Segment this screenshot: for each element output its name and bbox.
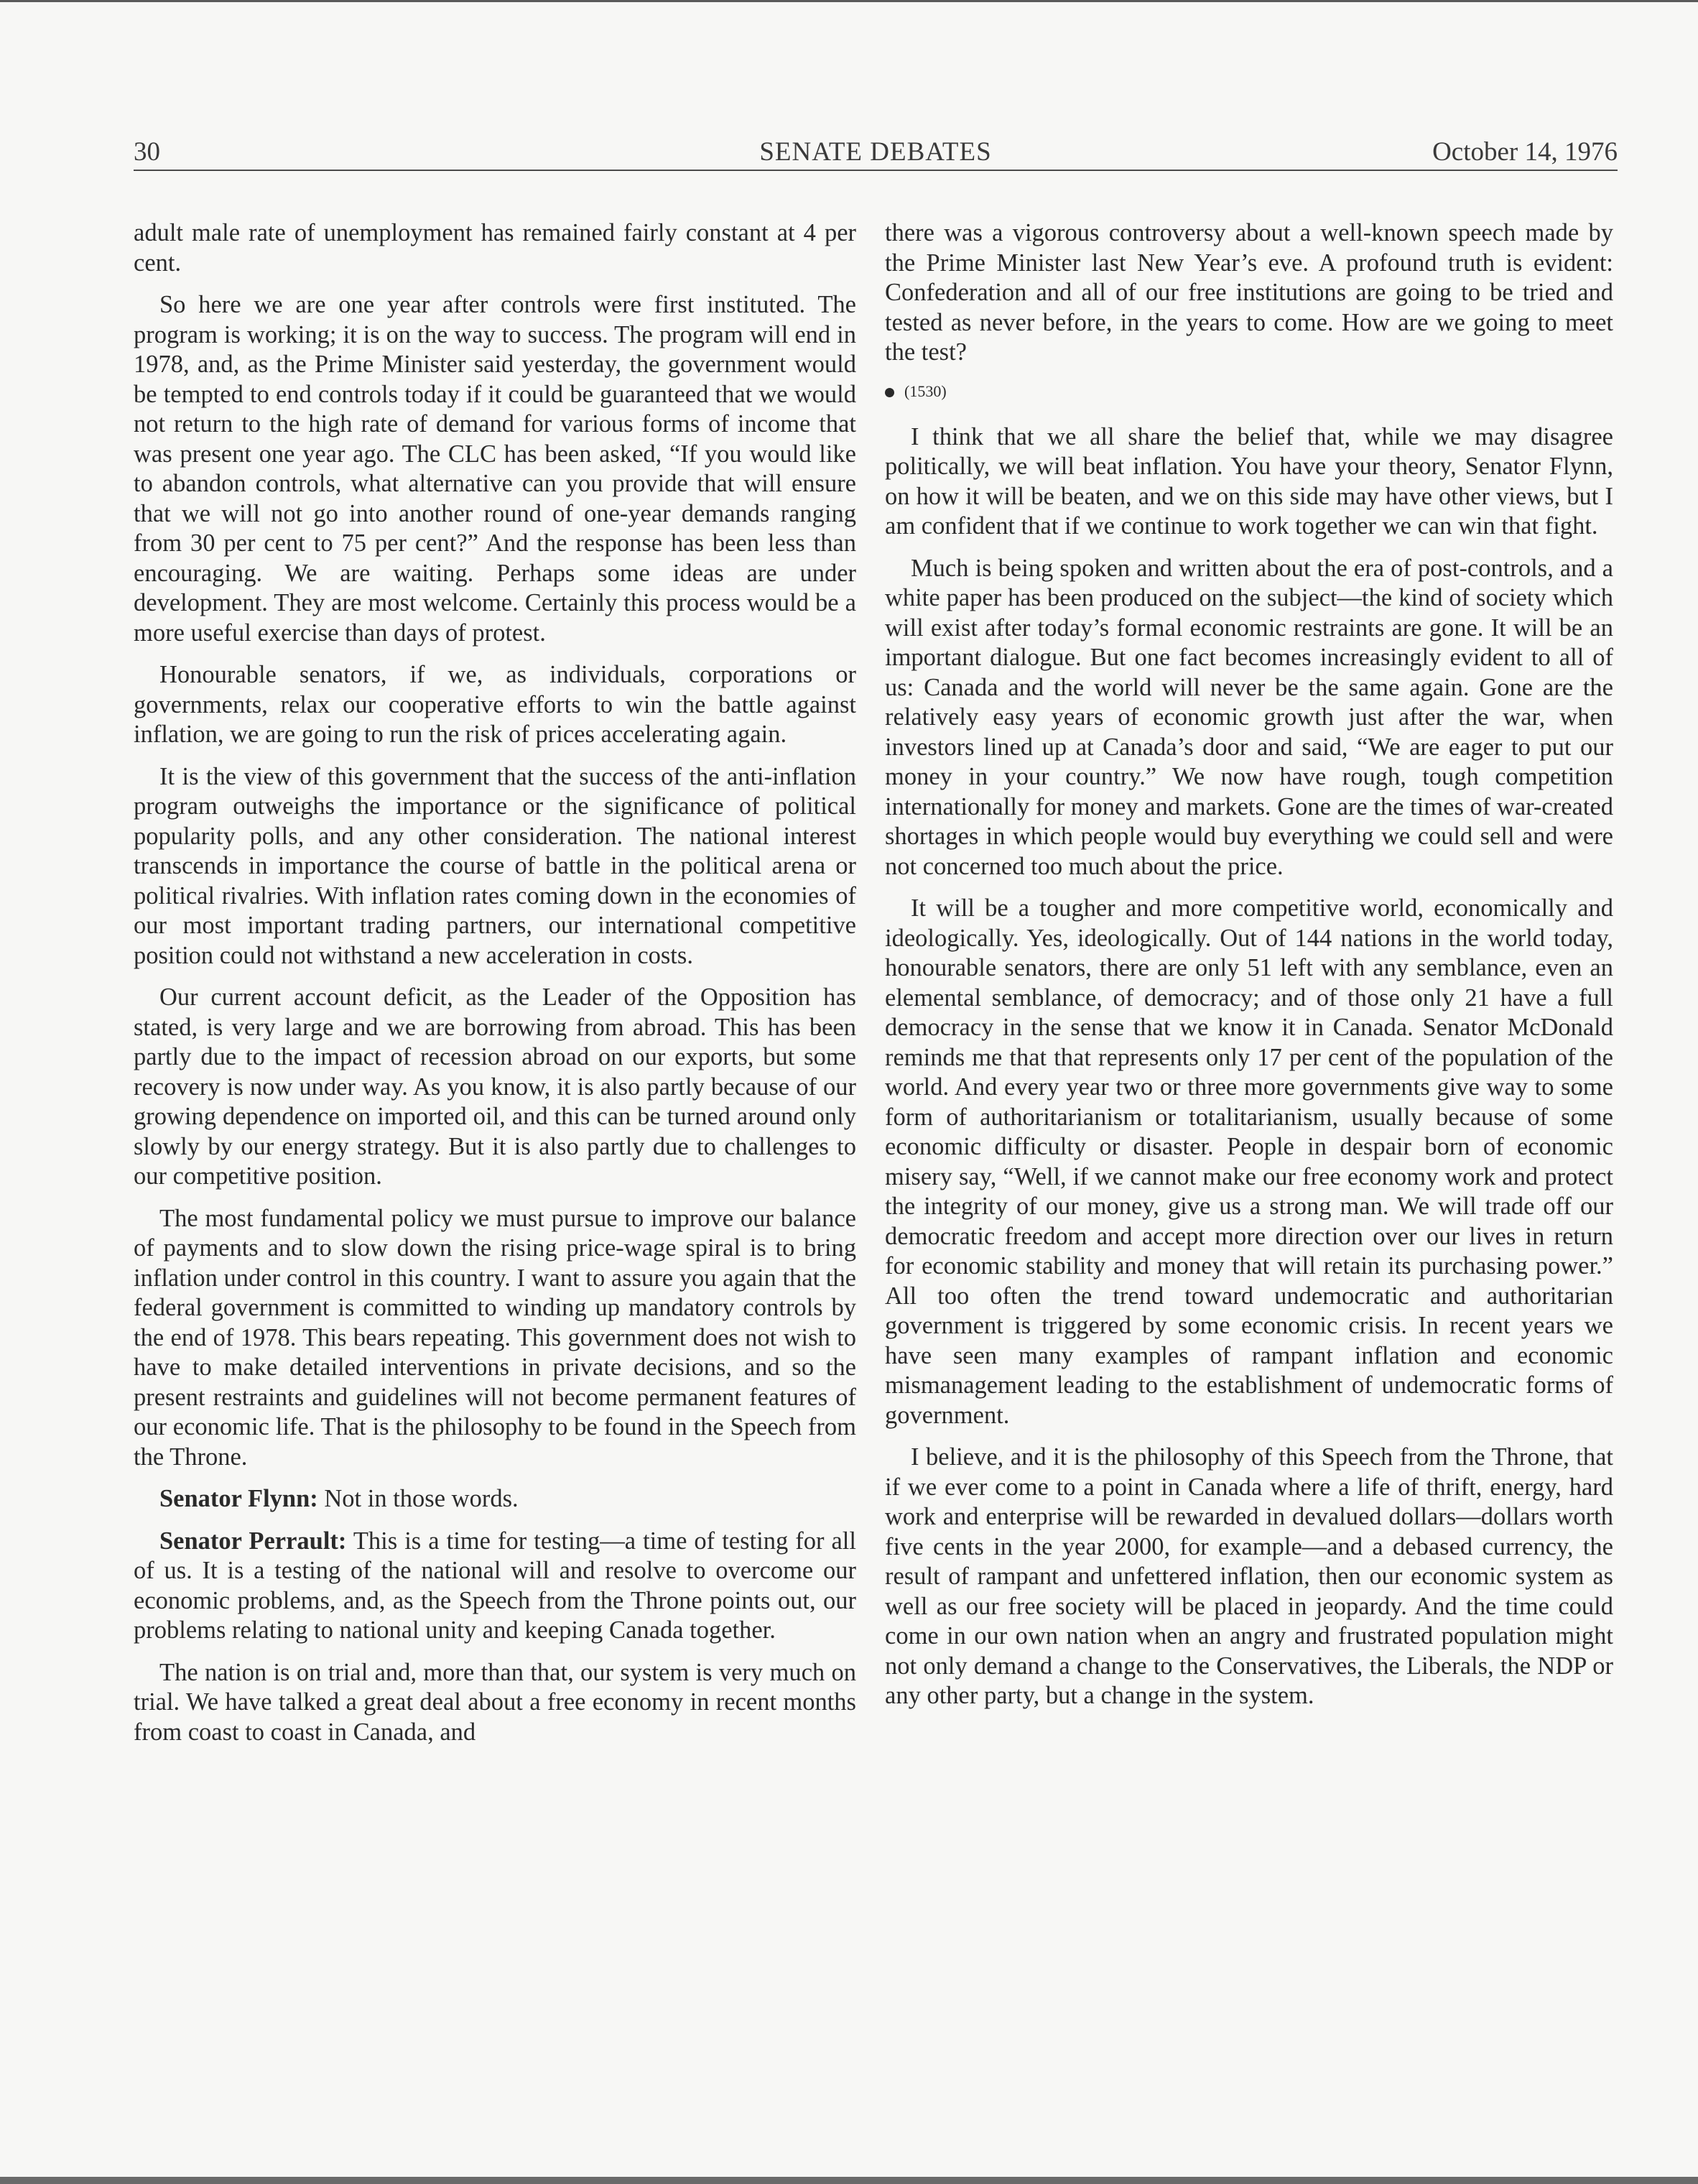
speaker-name: Senator Perrault: [159,1527,347,1555]
time-marker [885,381,1613,402]
header-rule [134,170,1618,171]
paragraph: Much is being spoken and written about the era of post-controls, and a white paper has been produced on the subject—the kind of society which will exist after today’s formal economic restraints are gone. It will be an important dialogue. But one fact becomes increasingly evident to all of us: Canada and the world will never be the same again. Gone are the relatively easy years of economic growth just after the war, when investors lined up at Canada’s door and said, “We are eager to put our money in your country.” We now have rough, tough competition internationally for money and markets. Gone are the times of war-created shortages in which people would buy everything we could sell and were not concerned too much about the price. [885,554,1613,880]
paragraph: It will be a tougher and more competitive world, economically and ideologically. Yes, ideologically. Out of 144 nations in the world today, honourable senators, there are only 51 left with any semblance, even an elemental semblance, of democracy; and of those only 21 have a full democracy in the sense that we know it in Canada. Senator McDonald reminds me that that represents only 17 per cent of the population of the world. And every year two or three more governments give way to some form of authoritarianism or totalitarianism, usually because of some economic difficulty or disaster. People in despair born of economic misery say, “Well, if we cannot make our free economy work and protect the integrity of our money, give us a strong man. We will trade off our democratic freedom and accept more direction over our lives in return for economic stability and money that will retain its purchasing power.” All too often the trend toward undemocratic and authoritarian government is triggered by some economic crisis. In recent years we have seen many examples of rampant inflation and economic mismanagement leading to the establishment of undemocratic forms of government. [885,894,1613,1429]
speaker-name: Senator Flynn: [159,1485,318,1512]
speech-text: This is a time for testing—a time of testing for all of us. It is a testing of the national will and resolve to overcome our economic problems, and, as the Speech from the Throne points out, our problems relating to national unity and keeping Canada together. [134,1527,856,1644]
paragraph: The nation is on trial and, more than that, our system is very much on trial. We have talked a great deal about a free economy in recent months from coast to coast in Canada, and [134,1658,856,1746]
paragraph: I believe, and it is the philosophy of this Speech from the Throne, that if we ever come to a point in Canada where a life of thrift, energy, hard work and enterprise will be rewarded in devalued dollars—dollars worth five cents in the year 2000, for example—and a debased currency, the result of rampant and unfettered inflation, then our economic system as well as our free society will be placed in jeopardy. And the time could come in our own nation when an angry and frustrated population might not only demand a change to the Conservatives, the Liberals, the NDP or any other party, but a change in the system. [885,1443,1613,1709]
paragraph: there was a vigorous controversy about a well-known speech made by the Prime Minister last New Year’s eve. A profound truth is evident: Confederation and all of our free institutions are going to be tried and tested as never before, in the years to come. How are we going to meet the test? [885,219,1613,366]
speaker-paragraph [134,1484,856,1514]
page-number: 30 [134,137,160,167]
paragraph: So here we are one year after controls were first instituted. The program is working; it is on the way to success. The program will end in 1978, and, as the Prime Minister said yesterday, the government would be tempted to end controls today if it could be guaranteed that we would not return to the high rate of demand for various forms of income that was present one year ago. The CLC has been asked, “If you would like to abandon controls, what alternative can you provide that will ensure that we will not go into another round of one-year demands ranging from 30 per cent to 75 per cent?” And the response has been less than encouraging. We are waiting. Perhaps some ideas are under development. They are most welcome. Certainly this process would be a more useful exercise than days of protest. [134,291,856,647]
speaker-paragraph [134,1527,856,1646]
bullet-icon [885,388,894,397]
issue-date: October 14, 1976 [1432,137,1618,167]
scan-edge-bottom [0,2177,1698,2184]
paragraph: adult male rate of unemployment has remained fairly constant at 4 per cent. [134,219,856,277]
paragraph: Our current account deficit, as the Leader of the Opposition has stated, is very large and we are borrowing from abroad. This has been partly due to the impact of recession abroad on our exports, but some recovery is now under way. As you know, it is also partly because of our growing dependence on imported oil, and this can be turned around only slowly by our energy strategy. But it is also partly due to challenges to our competitive position. [134,984,856,1190]
paragraph: It is the view of this government that the success of the anti-inflation program outweighs the importance or the significance of political popularity polls, and any other consideration. The national interest transcends in importance the course of battle in the political arena or political rivalries. With inflation rates coming down in the economies of our most important trading partners, our international competitive position could not withstand a new acceleration in costs. [134,762,856,969]
time-marker-text: (1530) [904,381,947,400]
page-header [134,134,1618,171]
speech-text: Not in those words. [324,1485,519,1512]
right-column [885,218,1613,1723]
paragraph: I think that we all share the belief that, while we may disagree politically, we will beat inflation. You have your theory, Senator Flynn, on how it will be beaten, and we on this side may have other views, but I am confident that if we continue to work together we can win that fight. [885,422,1613,540]
publication-title: SENATE DEBATES [759,137,992,167]
paragraph: Honourable senators, if we, as individuals, corporations or governments, relax our cooperative efforts to win the battle against inflation, we are going to run the risk of prices accelerating again. [134,661,856,748]
paragraph: The most fundamental policy we must pursue to improve our balance of payments and to slow down the rising price-wage spiral is to bring inflation under control in this country. I want to assure you again that the federal government is committed to winding up mandatory controls by the end of 1978. This bears repeating. This government does not wish to have to make detailed interventions in private decisions, and so the present restraints and guidelines will not become permanent features of our economic life. That is the philosophy to be found in the Speech from the Throne. [134,1204,856,1471]
left-column [134,218,856,1759]
scan-edge-top [0,0,1698,2]
